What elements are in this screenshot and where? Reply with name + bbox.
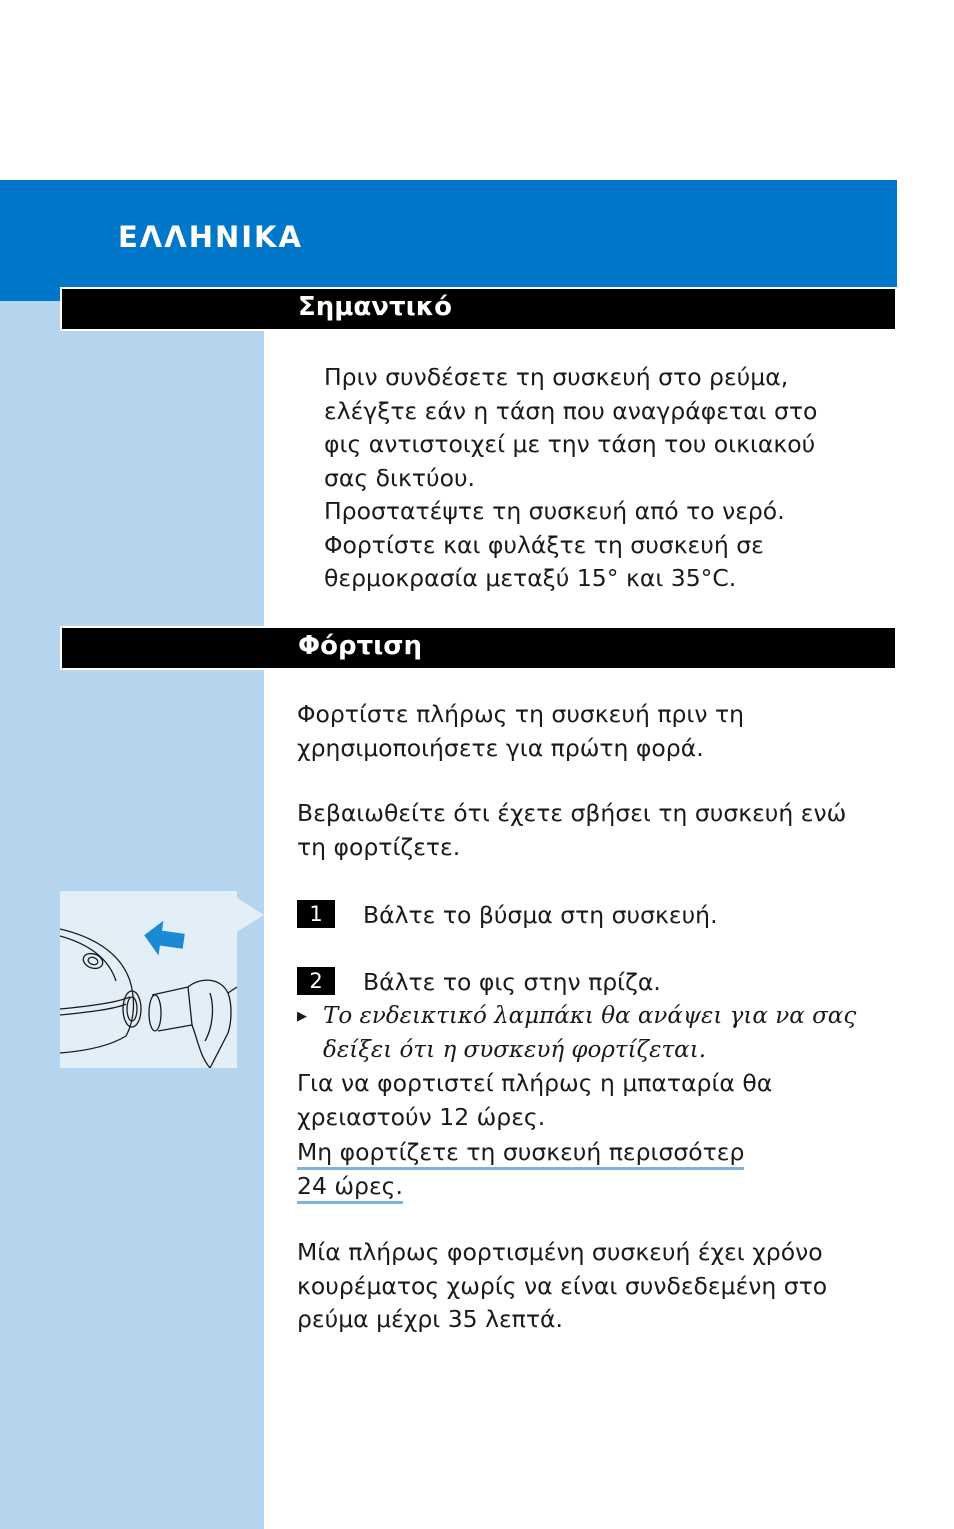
plug-device-drawing — [60, 891, 237, 1068]
text-line: θερμοκρασία μεταξύ 15° και 35°C. — [324, 564, 737, 592]
text-line: ρεύμα μέχρι 35 λεπτά. — [297, 1305, 563, 1333]
language-title: ΕΛΛΗΝΙΚΑ — [118, 220, 303, 254]
step-number: 2 — [297, 967, 335, 995]
text-line: ελέγξτε εάν η τάση που αναγράφεται στο — [324, 396, 818, 425]
step-1 — [297, 899, 718, 933]
text-line: χρησιμοποιήσετε για πρώτη φορά. — [297, 733, 704, 762]
runtime-note — [297, 1236, 827, 1337]
full-charge-note — [297, 1067, 772, 1134]
arrow-icon — [142, 918, 186, 958]
bullet-line: Το ενδεικτικό λαμπάκι θα ανάψει για να σας — [323, 1003, 857, 1029]
text-line: Φορτίστε πλήρως τη συσκευή πριν τη — [297, 700, 744, 728]
step-text: Βάλτε το φις στην πρίζα. — [363, 968, 661, 996]
bullet-note — [297, 1000, 856, 1067]
text-line: Πριν συνδέσετε τη συσκευή στο ρεύμα, — [324, 363, 789, 391]
step-text: Βάλτε το βύσμα στη συσκευή. — [363, 901, 718, 929]
text-line: σας δικτύου. — [324, 463, 476, 492]
text-line: Φορτίστε και φυλάξτε τη συσκευή σε — [324, 530, 764, 559]
text-line: φις αντιστοιχεί με την τάση του οικιακού — [324, 430, 816, 458]
section-bar-charging — [60, 626, 897, 670]
illustration-pointer — [237, 898, 264, 932]
text-line: τη φορτίζετε. — [297, 832, 461, 861]
bullet-line: δείξει ότι η συσκευή φορτίζεται. — [323, 1036, 707, 1063]
section-bar-important — [60, 287, 897, 331]
warning-line: Μη φορτίζετε τη συσκευή περισσότερ — [297, 1137, 744, 1170]
bullet-marker: ▶ — [297, 1009, 307, 1024]
text-line: κουρέματος χωρίς να είναι συνδεδεμένη στο — [297, 1271, 828, 1300]
step-number: 1 — [297, 900, 335, 928]
section-title-charging: Φόρτιση — [298, 631, 423, 661]
important-text — [324, 361, 817, 596]
text-line: Για να φορτιστεί πλήρως η μπαταρία θα — [297, 1069, 773, 1097]
text-line: Προστατέψτε τη συσκευή από το νερό. — [324, 497, 785, 525]
section-title-important: Σημαντικό — [298, 292, 453, 322]
charging-illustration — [60, 891, 237, 1068]
text-line: χρειαστούν 12 ώρες. — [297, 1102, 546, 1131]
text-line: Βεβαιωθείτε ότι έχετε σβήσει τη συσκευή ενώ — [297, 799, 847, 827]
charging-intro — [297, 698, 744, 765]
warning-line: 24 ώρες. — [297, 1171, 403, 1204]
switch-off-note — [297, 797, 846, 864]
overcharge-warning — [297, 1136, 744, 1204]
step-2 — [297, 966, 661, 1000]
text-line: Μία πλήρως φορτισμένη συσκευή έχει χρόνο — [297, 1238, 823, 1266]
